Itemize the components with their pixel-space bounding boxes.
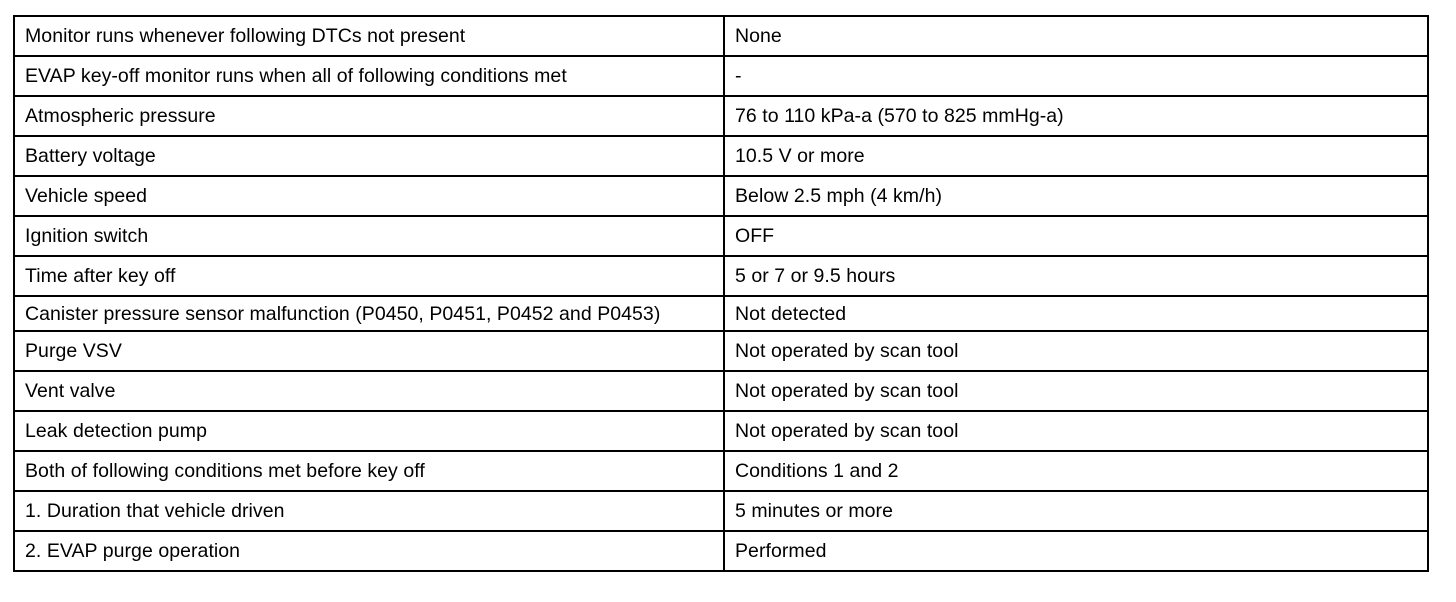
table-row — [14, 296, 1428, 331]
condition-cell: Leak detection pump — [14, 411, 724, 451]
condition-cell: Ignition switch — [14, 216, 724, 256]
value-cell: 5 or 7 or 9.5 hours — [724, 256, 1428, 296]
table-row — [14, 531, 1428, 571]
condition-cell: Time after key off — [14, 256, 724, 296]
value-cell: Not operated by scan tool — [724, 411, 1428, 451]
value-cell: Below 2.5 mph (4 km/h) — [724, 176, 1428, 216]
value-cell: Not detected — [724, 296, 1428, 331]
value-cell: Not operated by scan tool — [724, 371, 1428, 411]
table-row — [14, 256, 1428, 296]
condition-cell: 1. Duration that vehicle driven — [14, 491, 724, 531]
monitor-conditions-table — [13, 15, 1429, 572]
table-row — [14, 56, 1428, 96]
condition-cell: Both of following conditions met before key off — [14, 451, 724, 491]
table-row — [14, 136, 1428, 176]
table-row — [14, 451, 1428, 491]
table-row — [14, 96, 1428, 136]
condition-cell: Canister pressure sensor malfunction (P0450, P0451, P0452 and P0453) — [14, 296, 724, 331]
table-row — [14, 16, 1428, 56]
value-cell: Not operated by scan tool — [724, 331, 1428, 371]
table-row — [14, 411, 1428, 451]
value-cell: Performed — [724, 531, 1428, 571]
condition-cell: Battery voltage — [14, 136, 724, 176]
value-cell: - — [724, 56, 1428, 96]
condition-cell: Vent valve — [14, 371, 724, 411]
table-row — [14, 491, 1428, 531]
condition-cell: Monitor runs whenever following DTCs not present — [14, 16, 724, 56]
condition-cell: Vehicle speed — [14, 176, 724, 216]
table-row — [14, 371, 1428, 411]
condition-cell: Purge VSV — [14, 331, 724, 371]
condition-cell: Atmospheric pressure — [14, 96, 724, 136]
value-cell: None — [724, 16, 1428, 56]
conditions-table-container — [13, 15, 1429, 572]
table-row — [14, 176, 1428, 216]
table-row — [14, 216, 1428, 256]
value-cell: 10.5 V or more — [724, 136, 1428, 176]
value-cell: OFF — [724, 216, 1428, 256]
table-row — [14, 331, 1428, 371]
value-cell: 76 to 110 kPa-a (570 to 825 mmHg-a) — [724, 96, 1428, 136]
value-cell: Conditions 1 and 2 — [724, 451, 1428, 491]
condition-cell: 2. EVAP purge operation — [14, 531, 724, 571]
condition-cell: EVAP key-off monitor runs when all of following conditions met — [14, 56, 724, 96]
value-cell: 5 minutes or more — [724, 491, 1428, 531]
